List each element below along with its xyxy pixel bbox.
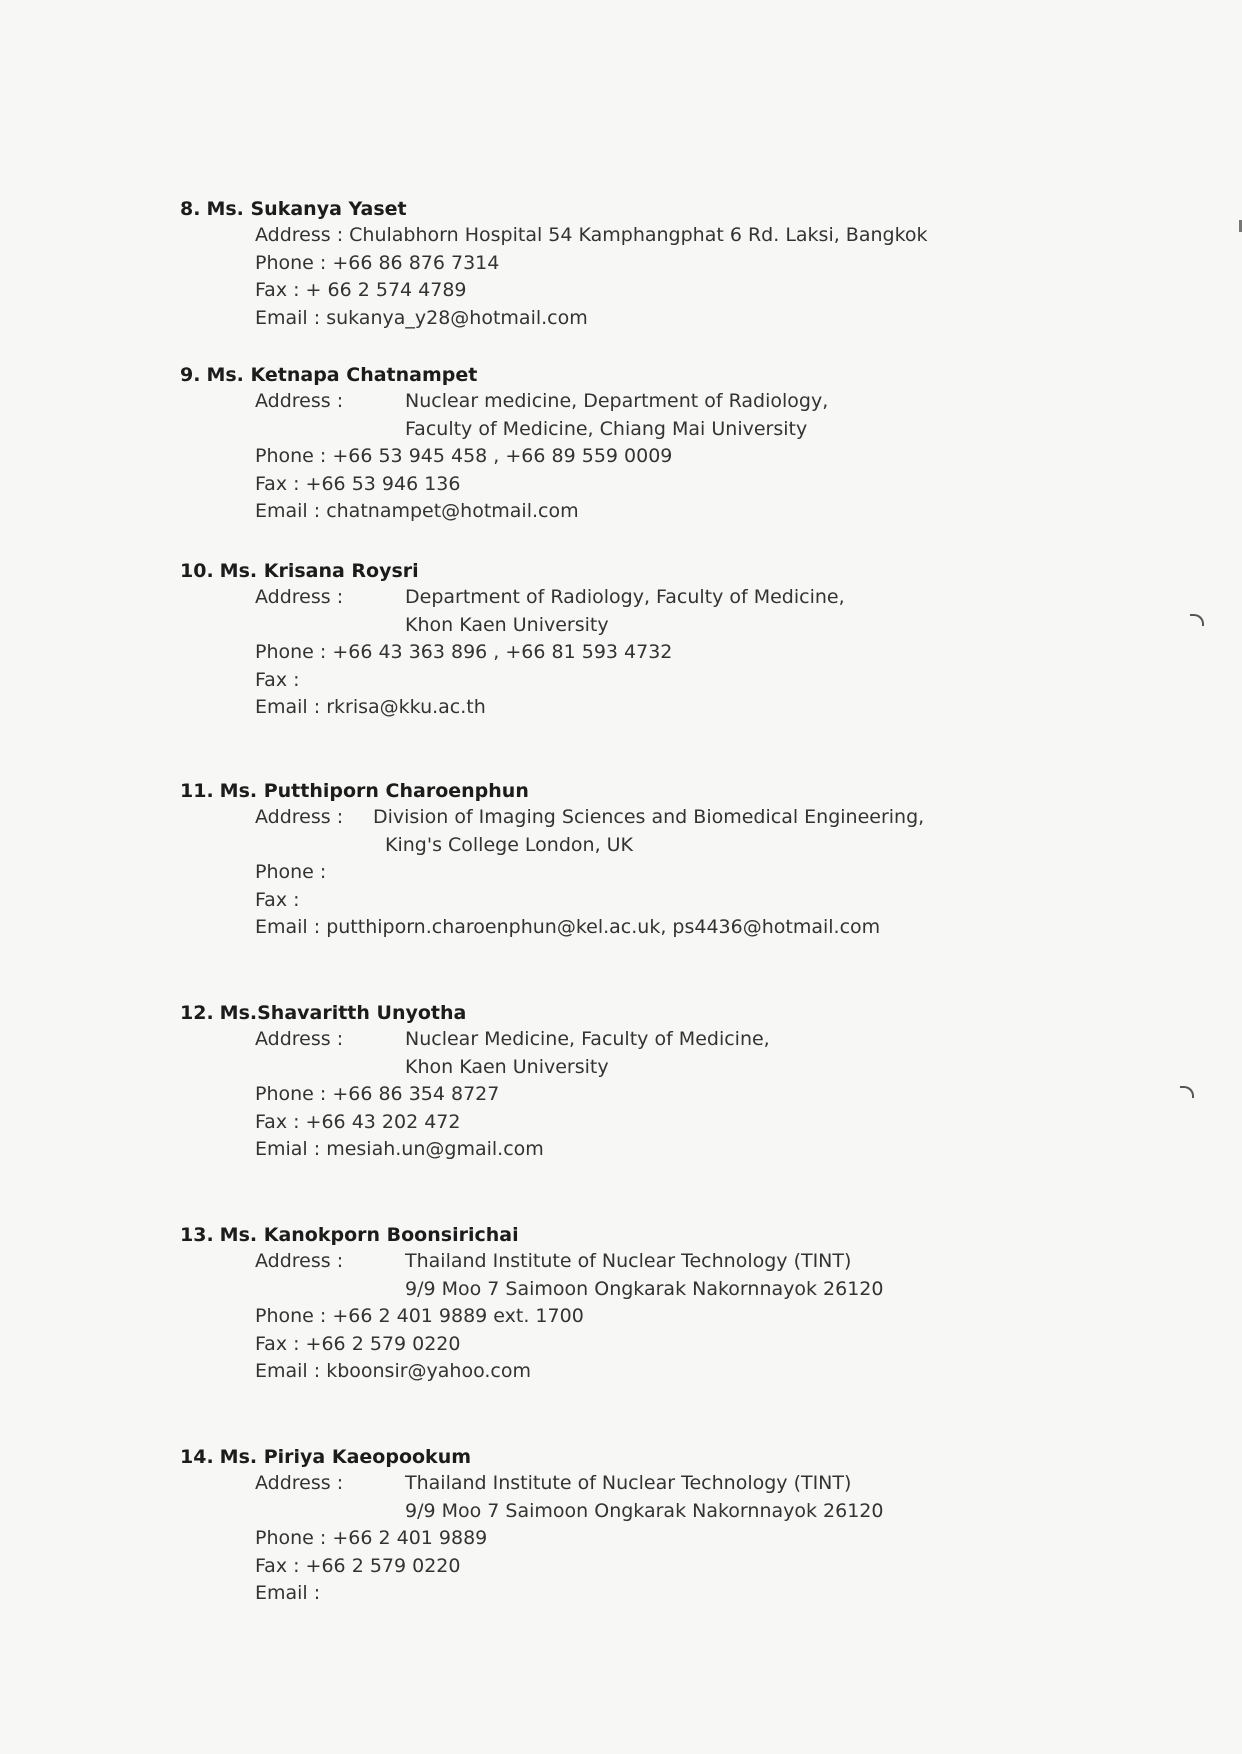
- contact-name-text: Ms. Putthiporn Charoenphun: [219, 780, 529, 802]
- address-block: [180, 1026, 1180, 1081]
- contact-entry-10: [180, 558, 1180, 722]
- contact-name-text: Ms. Sukanya Yaset: [206, 198, 407, 220]
- address-label: Address :: [255, 224, 344, 246]
- email-line: Email : kboonsir@yahoo.com: [255, 1360, 532, 1382]
- contact-number: 13.: [180, 1224, 214, 1246]
- address-label: Address :: [255, 806, 344, 828]
- fax-line: Fax : + 66 2 574 4789: [255, 279, 467, 301]
- address-block: [180, 584, 1180, 639]
- address-text: Chulabhorn Hospital 54 Kamphangphat 6 Rd. Laksi, Bangkok: [349, 224, 928, 246]
- address-line-1: Department of Radiology, Faculty of Medicine,: [405, 586, 845, 608]
- fax-line: Fax :: [255, 668, 300, 691]
- contact-entry-9: [180, 362, 1180, 526]
- address-line-1: Nuclear medicine, Department of Radiology,: [405, 390, 829, 412]
- contact-name-text: Ms. Krisana Roysri: [219, 560, 419, 582]
- address-line-2: 9/9 Moo 7 Saimoon Ongkarak Nakornnayok 26120: [405, 1277, 884, 1300]
- email-line: Email : rkrisa@kku.ac.th: [255, 696, 486, 718]
- contact-entry-14: [180, 1444, 1180, 1608]
- contact-number: 12.: [180, 1002, 214, 1024]
- phone-line: Phone : +66 43 363 896 , +66 81 593 4732: [255, 641, 673, 663]
- email-line: Email : putthiporn.charoenphun@kel.ac.uk, ps4436@hotmail.com: [255, 916, 881, 938]
- address-line: [180, 222, 1180, 250]
- fax-line: Fax : +66 43 202 472: [255, 1110, 461, 1133]
- email-line: Email :: [255, 1582, 321, 1604]
- email-line: Email : sukanya_y28@hotmail.com: [255, 306, 588, 329]
- contact-name-text: Ms. Piriya Kaeopookum: [219, 1446, 472, 1468]
- address-line-2: Khon Kaen University: [405, 1055, 609, 1078]
- fax-line: Fax : +66 2 579 0220: [255, 1332, 461, 1355]
- address-label: Address :: [255, 1472, 344, 1494]
- contact-entry-11: [180, 778, 1180, 942]
- scan-punch-mark: [1180, 1086, 1194, 1098]
- contact-name: [180, 1222, 1180, 1248]
- address-line-1: Thailand Institute of Nuclear Technology (TINT): [405, 1250, 852, 1272]
- fax-line: Fax :: [255, 888, 300, 911]
- contact-name: [180, 362, 1180, 388]
- phone-line: Phone : +66 86 354 8727: [255, 1083, 500, 1105]
- phone-line: Phone :: [255, 861, 327, 883]
- contact-name: [180, 1444, 1180, 1470]
- phone-line: Phone : +66 86 876 7314: [255, 251, 500, 274]
- fax-line: Fax : +66 53 946 136: [255, 472, 461, 495]
- address-line-1: Nuclear Medicine, Faculty of Medicine,: [405, 1028, 770, 1050]
- phone-line: Phone : +66 53 945 458 , +66 89 559 0009: [255, 445, 673, 467]
- address-line-1: Division of Imaging Sciences and Biomedical Engineering,: [373, 806, 925, 828]
- address-line-1: Thailand Institute of Nuclear Technology (TINT): [405, 1472, 852, 1494]
- address-line-2: Faculty of Medicine, Chiang Mai University: [405, 417, 808, 440]
- email-line: Email : chatnampet@hotmail.com: [255, 500, 579, 522]
- contact-name-text: Ms. Kanokporn Boonsirichai: [219, 1224, 519, 1246]
- address-line-2: 9/9 Moo 7 Saimoon Ongkarak Nakornnayok 26120: [405, 1499, 884, 1522]
- address-label: Address :: [255, 1028, 344, 1050]
- phone-line: Phone : +66 2 401 9889 ext. 1700: [255, 1305, 584, 1327]
- contact-number: 8.: [180, 198, 201, 220]
- contact-name-text: Ms. Ketnapa Chatnampet: [206, 364, 478, 386]
- contact-number: 10.: [180, 560, 214, 582]
- contact-name-text: Ms.Shavaritth Unyotha: [219, 1002, 467, 1024]
- contact-entry-13: [180, 1222, 1180, 1386]
- contact-number: 9.: [180, 364, 201, 386]
- fax-line: Fax : +66 2 579 0220: [255, 1554, 461, 1577]
- address-block: [180, 804, 1180, 859]
- address-block: [180, 1470, 1180, 1525]
- contact-number: 14.: [180, 1446, 214, 1468]
- address-label: Address :: [255, 390, 344, 412]
- address-block: [180, 1248, 1180, 1303]
- address-line-2: Khon Kaen University: [405, 613, 609, 636]
- contact-name: [180, 778, 1180, 804]
- scan-punch-mark: [1190, 614, 1204, 626]
- email-line: Emial : mesiah.un@gmail.com: [255, 1138, 544, 1160]
- contact-name: [180, 558, 1180, 584]
- address-line-2: King's College London, UK: [385, 833, 634, 856]
- address-label: Address :: [255, 586, 344, 608]
- phone-line: Phone : +66 2 401 9889: [255, 1527, 488, 1549]
- contact-number: 11.: [180, 780, 214, 802]
- contact-entry-8: [180, 196, 1180, 332]
- contact-name: [180, 1000, 1180, 1026]
- address-label: Address :: [255, 1250, 344, 1272]
- contact-entry-12: [180, 1000, 1180, 1164]
- address-block: [180, 388, 1180, 443]
- contact-name: [180, 196, 1180, 222]
